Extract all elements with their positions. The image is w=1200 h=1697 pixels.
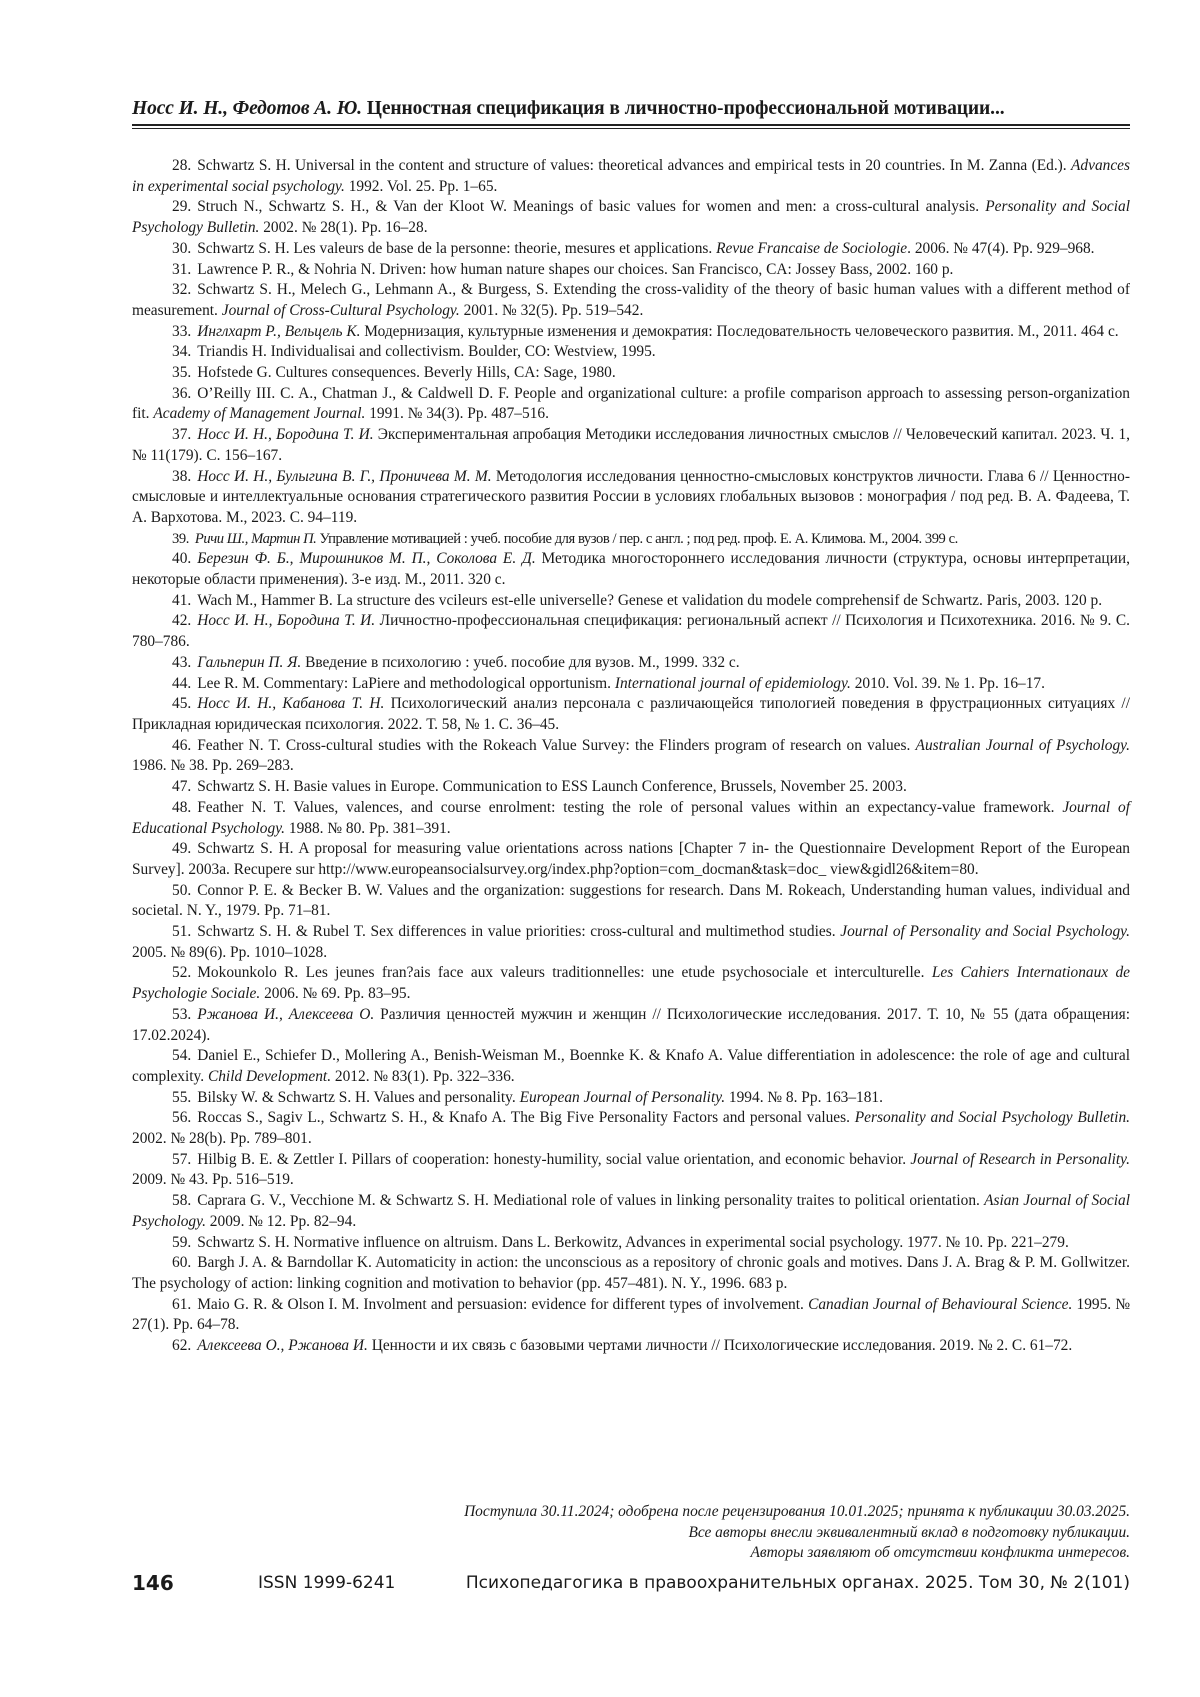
reference-italic: Advances in experimental social psychology. (132, 157, 1130, 195)
reference-text-tail: 2009. № 12. Pp. 82–94. (205, 1212, 357, 1230)
reference-item (132, 1336, 1130, 1357)
reference-number: 34. (172, 343, 192, 361)
reference-text: Schwartz S. H. & Rubel T. Sex differences in value priorities: cross-cultural and multimethod studies. (197, 923, 841, 941)
running-head-authors: Носс И. Н., Федотов А. Ю. (132, 98, 362, 119)
reference-number: 55. (172, 1088, 192, 1106)
reference-number: 61. (172, 1295, 192, 1313)
reference-text-tail: 2012. № 83(1). Pp. 322–336. (331, 1067, 515, 1085)
reference-italic: Journal of Research in Personality. (910, 1150, 1131, 1168)
reference-text: Schwartz S. H. Les valeurs de base de la personne: theorie, mesures et applications. (197, 239, 717, 257)
reference-item (132, 881, 1130, 922)
reference-number: 42. (172, 612, 192, 630)
header-rule-thick (132, 124, 1130, 126)
reference-item (132, 1046, 1130, 1087)
reference-number: 59. (172, 1233, 192, 1251)
reference-number: 37. (172, 426, 192, 444)
reference-number: 29. (172, 198, 192, 216)
reference-number: 62. (172, 1337, 192, 1355)
running-head-title: Ценностная спецификация в личностно-профессиональной мотивации... (366, 98, 1005, 119)
reference-number: 38. (172, 467, 192, 485)
reference-text-tail: 2002. № 28(b). Pp. 789–801. (132, 1130, 312, 1148)
reference-italic: Носс И. Н., Булыгина В. Г., Проничева М. М. (197, 467, 492, 485)
reference-item (132, 342, 1130, 363)
reference-text-tail: Различия ценностей мужчин и женщин // Психологические исследования. 2017. Т. 10, № 55 (дата обращения: 17.02.2024). (132, 1005, 1130, 1044)
reference-item (132, 611, 1130, 652)
reference-italic: Academy of Management Journal. (153, 405, 366, 423)
reference-text: Bargh J. A. & Barndollar K. Automaticity in action: the unconscious as a repository of chronic goals and motives. Dans J. A. Brag & P. M. Gollwitzer. The psychology of action: linking cognition and motivation to behavior (pp. 457–481). N. Y., 1996. 683 p. (132, 1254, 1130, 1292)
page-footer (132, 1571, 1130, 1599)
reference-italic: Personality and Social Psychology Bulletin. (132, 198, 1130, 237)
reference-text: Daniel E., Schiefer D., Mollering A., Benish-Weisman M., Boennke K. & Knafo A. Value differentiation in adolescence: the role of age and cultural complexity. (132, 1047, 1130, 1085)
reference-italic: Алексеева О., Ржанова И. (197, 1337, 368, 1355)
reference-item (132, 777, 1130, 798)
reference-number: 35. (172, 364, 192, 382)
reference-italic: Canadian Journal of Behavioural Science. (808, 1295, 1073, 1313)
reference-text: Schwartz S. H. Universal in the content and structure of values: theoretical advances and empirical tests in 20 countries. In M. Zanna (Ed.). (197, 157, 1072, 174)
reference-text-tail: 1995. № 27(1). Pp. 64–78. (132, 1295, 1131, 1334)
conflict-of-interest-note: Авторы заявляют об отсутствии конфликта интересов. (750, 1544, 1130, 1562)
reference-text-tail: 2009. № 43. Pp. 516–519. (132, 1171, 294, 1189)
reference-text-tail: Управление мотивацией : учеб. пособие для вузов / пер. с англ. ; под ред. проф. Е. А. Климова. М., 2004. 399 с. (316, 530, 958, 547)
reference-number: 40. (172, 550, 192, 568)
reference-number: 48. (172, 798, 192, 816)
reference-item (132, 384, 1130, 425)
reference-text: Mokounkolo R. Les jeunes fran?ais face aux valeurs traditionnelles: une etude psychosociale et interculturelle. (197, 964, 932, 982)
reference-text-tail: Модернизация, культурные изменения и демократия: Последовательность человеческого развития. М., 2011. 464 с. (360, 322, 1119, 340)
reference-item (132, 694, 1130, 735)
reference-item (132, 1253, 1130, 1294)
reference-italic: Ржанова И., Алексеева О. (197, 1005, 375, 1023)
reference-text: Maio G. R. & Olson I. M. Involment and persuasion: evidence for different types of involvement. (197, 1295, 809, 1313)
reference-italic: Revue Francaise de Sociologie (716, 239, 908, 257)
header-rule-thin (132, 128, 1130, 129)
reference-item (132, 322, 1130, 343)
reference-text: Schwartz S. H. Normative influence on altruism. Dans L. Berkowitz, Advances in experimental social psychology. 1977. № 10. Pp. 221–279. (197, 1233, 1069, 1251)
reference-text-tail: 1991. № 34(3). Pp. 487–516. (365, 405, 549, 423)
reference-italic: Гальперин П. Я. (197, 653, 302, 671)
reference-number: 30. (172, 239, 192, 257)
reference-item (132, 260, 1130, 281)
reference-item (132, 1233, 1130, 1254)
reference-number: 44. (172, 674, 192, 692)
reference-text: Schwartz S. H. Basie values in Europe. Communication to ESS Launch Conference, Brussels, November 25. 2003. (197, 778, 907, 796)
reference-text-tail: . 2006. № 47(4). Pp. 929–968. (907, 239, 1095, 257)
reference-italic: Journal of Cross-Cultural Psychology. (221, 301, 460, 319)
reference-item (132, 839, 1130, 880)
reference-text-tail: Психологический анализ персонала с различающейся типологией поведения в фрустрационных ситуациях // Прикладная юридическая психология. 2022. Т. 58, № 1. С. 36–45. (132, 695, 1130, 733)
reference-item (132, 239, 1130, 260)
reference-italic: European Journal of Personality. (519, 1088, 726, 1106)
reference-number: 41. (172, 591, 192, 609)
reference-number: 39. (172, 530, 189, 547)
reference-number: 57. (172, 1150, 192, 1168)
reference-text: Caprara G. V., Vecchione M. & Schwartz S. H. Mediational role of values in linking personality traites to political orientation. (197, 1192, 985, 1210)
reference-italic: Journal of Personality and Social Psychology. (840, 923, 1130, 941)
reference-item (132, 1295, 1130, 1336)
reference-number: 52. (172, 964, 192, 982)
reference-text-tail: 1988. № 80. Pp. 381–391. (285, 819, 451, 837)
reference-text-tail: 1986. № 38. Pp. 269–283. (132, 757, 294, 775)
reference-item (132, 529, 1130, 550)
reference-number: 50. (172, 881, 192, 899)
reference-number: 36. (172, 384, 192, 402)
reference-item (132, 1108, 1130, 1149)
reference-item (132, 1150, 1130, 1191)
reference-italic: Personality and Social Psychology Bulletin. (854, 1109, 1130, 1127)
reference-number: 47. (172, 778, 192, 796)
reference-item (132, 674, 1130, 695)
reference-text-tail: Методика многостороннего исследования личности (структура, основы интерпретации, некоторые области применения). 3-е изд. М., 2011. 320 с. (132, 550, 1130, 589)
reference-text: Feather N. T. Cross-cultural studies with the Rokeach Value Survey: the Flinders program of research on values. (197, 736, 916, 754)
reference-item (132, 736, 1130, 777)
reference-list (132, 156, 1130, 1357)
reference-text: Bilsky W. & Schwartz S. H. Values and personality. (197, 1088, 520, 1106)
journal-citation: Психопедагогика в правоохранительных органах. 2025. Том 30, № 2(101) (465, 1573, 1130, 1593)
reference-text-tail: Методология исследования ценностно-смысловых конструктов личности. Глава 6 // Ценностно-смысловые и интеллектуальные основания стратегического развития России в условиях глобальных вызовов : монография / под ред. В. А. Фадеева, Т. А. Вархотова. М., 2023. С. 94–119. (132, 467, 1130, 526)
reference-text: Hilbig B. E. & Zettler I. Pillars of cooperation: honesty-humility, social value orientation, and economic behavior. (197, 1150, 911, 1168)
reference-text: Connor P. E. & Becker B. W. Values and the organization: suggestions for research. Dans M. Rokeach, Understanding human values, individual and societal. N. Y., 1979. Pp. 71–81. (132, 881, 1130, 920)
reference-text-tail: Личностно-профессиональная спецификация: региональный аспект // Психология и Психотехника. 2016. № 9. С. 780–786. (132, 612, 1130, 651)
reference-text-tail: 2010. Vol. 39. № 1. Pp. 16–17. (850, 674, 1045, 692)
page-number: 146 (132, 1571, 174, 1595)
reference-number: 46. (172, 736, 192, 754)
reference-text: Hofstede G. Cultures consequences. Beverly Hills, CA: Sage, 1980. (197, 364, 616, 382)
reference-text: O’Reilly III. C. A., Chatman J., & Caldwell D. F. People and organizational culture: a profile comparison approach to assessing person-organization fit. (132, 384, 1130, 423)
reference-text: Schwartz S. H., Melech G., Lehmann A., & Burgess, S. Extending the cross-validity of the theory of basic human values with a different method of measurement. (132, 281, 1130, 319)
running-head (132, 98, 1130, 120)
reference-item (132, 591, 1130, 612)
reference-item (132, 549, 1130, 590)
reference-number: 31. (172, 260, 192, 278)
reference-italic: Носс И. Н., Бородина Т. И. (197, 426, 374, 444)
reference-text: Roccas S., Sagiv L., Schwartz S. H., & Knafo A. The Big Five Personality Factors and personal values. (197, 1109, 855, 1127)
reference-number: 32. (172, 281, 192, 299)
reference-italic: Asian Journal of Social Psychology. (132, 1192, 1130, 1230)
reference-italic: Australian Journal of Psychology. (915, 736, 1130, 754)
reference-number: 51. (172, 923, 192, 941)
reference-text: Lee R. M. Commentary: LaPiere and methodological opportunism. (197, 674, 615, 692)
reference-italic: Child Development. (207, 1067, 332, 1085)
reference-text-tail: Ценности и их связь с базовыми чертами личности // Психологические исследования. 2019. № 2. С. 61–72. (367, 1337, 1073, 1355)
reference-number: 43. (172, 653, 192, 671)
reference-item (132, 1191, 1130, 1232)
reference-italic: Носс И. Н., Бородина Т. И. (197, 612, 376, 630)
reference-item (132, 798, 1130, 839)
reference-number: 49. (172, 840, 192, 858)
reference-number: 60. (172, 1254, 192, 1272)
reference-item (132, 197, 1130, 238)
reference-text: Wach M., Hammer B. La structure des vcileurs est-elle universelle? Genese et validation du modele comprehensif de Schwartz. Paris, 2003. 120 p. (197, 591, 1103, 609)
reference-number: 33. (172, 322, 192, 340)
reference-number: 53. (172, 1005, 192, 1023)
reference-item (132, 1005, 1130, 1046)
reference-text-tail: 2002. № 28(1). Pp. 16–28. (259, 219, 428, 237)
reference-number: 45. (172, 695, 192, 713)
reference-italic: Носс И. Н., Кабанова Т. Н. (197, 695, 385, 713)
reference-text: Feather N. T. Values, valences, and course enrolment: testing the role of personal values within an expectancy-value framework. (197, 798, 1063, 816)
author-contribution-note: Все авторы внесли эквивалентный вклад в подготовку публикации. (688, 1523, 1130, 1541)
reference-text-tail: Введение в психологию : учеб. пособие для вузов. М., 1999. 332 с. (301, 653, 740, 671)
reference-text-tail: 1994. № 8. Pp. 163–181. (725, 1088, 883, 1106)
reference-italic: Les Cahiers Internationaux de Psychologie Sociale. (132, 964, 1130, 1003)
reference-italic: Journal of Educational Psychology. (132, 798, 1130, 837)
reference-item (132, 280, 1130, 321)
reference-text: Lawrence P. R., & Nohria N. Driven: how human nature shapes our choices. San Francisco, CA: Jossey Bass, 2002. 160 p. (197, 260, 954, 278)
reference-item (132, 653, 1130, 674)
reference-number: 56. (172, 1109, 192, 1127)
reference-text-tail: 2006. № 69. Pp. 83–95. (260, 985, 411, 1003)
reference-text-tail: 2001. № 32(5). Pp. 519–542. (459, 301, 644, 319)
reference-text: Schwartz S. H. A proposal for measuring value orientations across nations [Chapter 7 in- the Questionnaire Development Report of the European Survey]. 2003a. Recupere sur http://www.europeansocialsurvey.org/index.php?option=com_docman&task=doc_ view&gidl26&item=80. (132, 840, 1130, 878)
reference-number: 58. (172, 1192, 192, 1210)
reference-item (132, 363, 1130, 384)
reference-italic: Березин Ф. Б., Мирошников М. П., Соколова Е. Д. (197, 550, 536, 568)
reference-item (132, 425, 1130, 466)
article-history (132, 1502, 1130, 1564)
reference-item (132, 156, 1130, 197)
reference-item (132, 467, 1130, 529)
reference-italic: Ричи Ш., Мартин П. (194, 530, 317, 547)
reference-item (132, 963, 1130, 1004)
issn: ISSN 1999-6241 (258, 1573, 396, 1593)
reference-text-tail: Экспериментальная апробация Методики исследования личностных смыслов // Человеческий капитал. 2023. Ч. 1, № 11(179). С. 156–167. (132, 426, 1131, 464)
reference-italic: Инглхарт Р., Вельцель К. (197, 322, 361, 340)
reference-text-tail: 2005. № 89(6). Pp. 1010–1028. (132, 943, 328, 961)
reference-italic: International journal of epidemiology. (614, 674, 851, 692)
reference-number: 28. (172, 157, 192, 174)
reference-text: Triandis H. Individualisai and collectivism. Boulder, CO: Westview, 1995. (197, 343, 656, 361)
reference-number: 54. (172, 1047, 192, 1065)
received-dates: Поступила 30.11.2024; одобрена после рецензирования 10.01.2025; принята к публикации 30.03.2025. (464, 1503, 1130, 1520)
reference-item (132, 1088, 1130, 1109)
reference-text: Struch N., Schwartz S. H., & Van der Kloot W. Meanings of basic values for women and men: a cross-cultural analysis. (197, 198, 986, 216)
reference-text-tail: 1992. Vol. 25. Pp. 1–65. (344, 177, 498, 195)
reference-item (132, 922, 1130, 963)
